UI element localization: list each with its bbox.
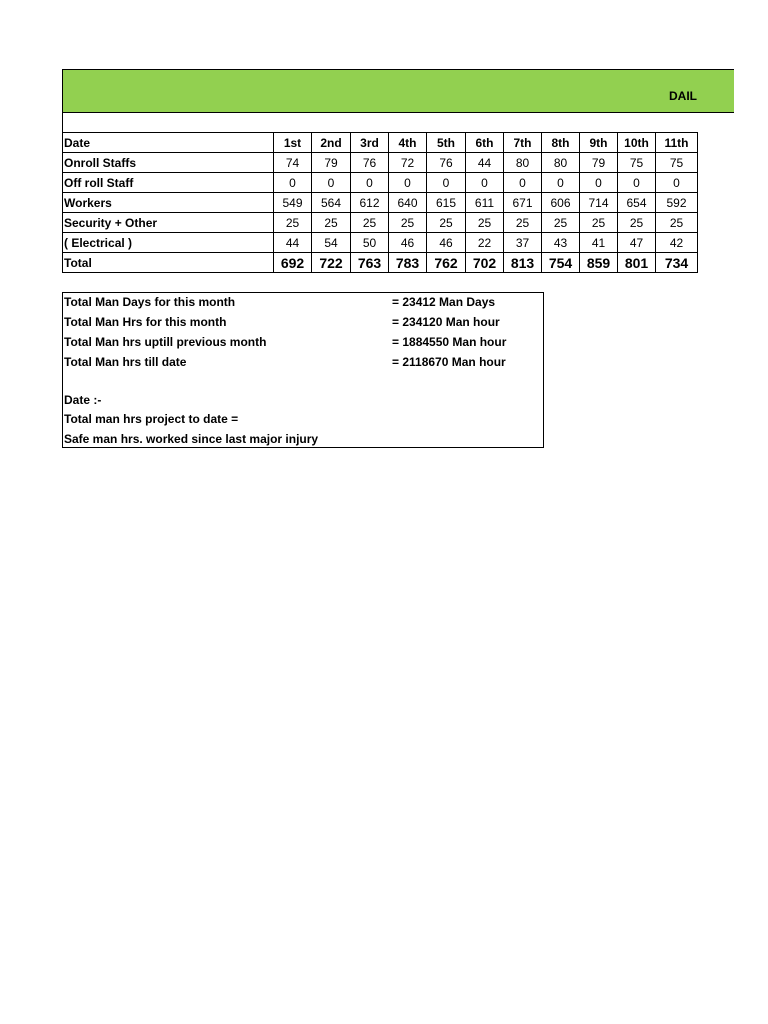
summary-label-man-hrs-month: Total Man Hrs for this month	[64, 315, 227, 329]
table-cell: 0	[389, 173, 427, 193]
header-day-cell: 7th	[504, 133, 542, 153]
table-cell: 25	[618, 213, 656, 233]
table-row	[63, 193, 698, 213]
total-cell: 762	[427, 253, 466, 273]
table-cell: 0	[542, 173, 580, 193]
header-day-cell: 1st	[274, 133, 312, 153]
total-cell: 702	[466, 253, 504, 273]
total-cell: 859	[580, 253, 618, 273]
total-cell: 783	[389, 253, 427, 273]
header-day-cell: 4th	[389, 133, 427, 153]
table-cell: 47	[618, 233, 656, 253]
table-cell: 22	[466, 233, 504, 253]
table-cell: 640	[389, 193, 427, 213]
table-cell: 79	[580, 153, 618, 173]
table-cell: 76	[427, 153, 466, 173]
total-cell: 801	[618, 253, 656, 273]
row-label: Security + Other	[63, 213, 274, 233]
table-cell: 0	[351, 173, 389, 193]
table-cell: 44	[274, 233, 312, 253]
summary-label-man-days: Total Man Days for this month	[64, 295, 236, 309]
report-title: DAIL	[669, 89, 697, 103]
table-cell: 592	[656, 193, 698, 213]
table-cell: 43	[542, 233, 580, 253]
summary-label-man-hrs-previous: Total Man hrs uptill previous month	[64, 335, 267, 349]
table-cell: 25	[504, 213, 542, 233]
table-cell: 0	[427, 173, 466, 193]
table-cell: 25	[312, 213, 351, 233]
total-cell: 734	[656, 253, 698, 273]
table-cell: 37	[504, 233, 542, 253]
table-header-row	[63, 133, 698, 153]
header-day-cell: 11th	[656, 133, 698, 153]
table-cell: 72	[389, 153, 427, 173]
header-day-cell: 3rd	[351, 133, 389, 153]
header-day-cell: 10th	[618, 133, 656, 153]
total-cell: 813	[504, 253, 542, 273]
table-cell: 564	[312, 193, 351, 213]
table-cell: 671	[504, 193, 542, 213]
table-cell: 25	[427, 213, 466, 233]
table-cell: 76	[351, 153, 389, 173]
table-cell: 80	[504, 153, 542, 173]
total-cell: 722	[312, 253, 351, 273]
header-day-cell: 6th	[466, 133, 504, 153]
table-cell: 0	[580, 173, 618, 193]
table-cell: 25	[656, 213, 698, 233]
table-cell: 615	[427, 193, 466, 213]
table-cell: 80	[542, 153, 580, 173]
table-cell: 25	[389, 213, 427, 233]
table-cell: 74	[274, 153, 312, 173]
table-cell: 25	[274, 213, 312, 233]
table-cell: 549	[274, 193, 312, 213]
table-total-row	[63, 253, 698, 273]
table-cell: 25	[351, 213, 389, 233]
table-row	[63, 153, 698, 173]
table-cell: 611	[466, 193, 504, 213]
table-cell: 54	[312, 233, 351, 253]
summary-value-man-days: = 23412 Man Days	[392, 295, 496, 309]
table-cell: 75	[656, 153, 698, 173]
manhours-summary-box	[62, 292, 544, 448]
table-cell: 0	[504, 173, 542, 193]
row-label: Workers	[63, 193, 274, 213]
table-cell: 0	[618, 173, 656, 193]
table-cell: 612	[351, 193, 389, 213]
row-label: Off roll Staff	[63, 173, 274, 193]
table-cell: 0	[466, 173, 504, 193]
header-day-cell: 8th	[542, 133, 580, 153]
table-cell: 0	[312, 173, 351, 193]
table-row	[63, 173, 698, 193]
header-day-cell: 2nd	[312, 133, 351, 153]
table-cell: 50	[351, 233, 389, 253]
table-cell: 25	[542, 213, 580, 233]
summary-date-label: Date :-	[64, 393, 102, 407]
table-cell: 46	[427, 233, 466, 253]
table-cell: 46	[389, 233, 427, 253]
summary-value-man-hrs-month: = 234120 Man hour	[392, 315, 500, 329]
summary-value-man-hrs-till-date: = 2118670 Man hour	[392, 355, 506, 369]
header-day-cell: 9th	[580, 133, 618, 153]
table-cell: 75	[618, 153, 656, 173]
table-cell: 0	[274, 173, 312, 193]
daily-manpower-table	[62, 132, 698, 273]
table-row	[63, 233, 698, 253]
table-cell: 714	[580, 193, 618, 213]
summary-project-label: Total man hrs project to date =	[64, 412, 239, 426]
table-cell: 25	[466, 213, 504, 233]
summary-value-man-hrs-previous: = 1884550 Man hour	[392, 335, 507, 349]
row-label: Onroll Staffs	[63, 153, 274, 173]
total-cell: 763	[351, 253, 389, 273]
report-banner	[62, 69, 734, 113]
table-cell: 606	[542, 193, 580, 213]
table-cell: 41	[580, 233, 618, 253]
header-day-cell: 5th	[427, 133, 466, 153]
table-cell: 654	[618, 193, 656, 213]
total-label: Total	[63, 253, 274, 273]
table-row	[63, 213, 698, 233]
summary-label-man-hrs-till-date: Total Man hrs till date	[64, 355, 187, 369]
table-cell: 79	[312, 153, 351, 173]
table-cell: 42	[656, 233, 698, 253]
total-cell: 692	[274, 253, 312, 273]
row-label: ( Electrical )	[63, 233, 274, 253]
header-date-label: Date	[63, 133, 274, 153]
table-cell: 44	[466, 153, 504, 173]
summary-safe-hours-label: Safe man hrs. worked since last major injury	[64, 432, 319, 446]
table-cell: 0	[656, 173, 698, 193]
banner-spacer	[62, 113, 697, 132]
table-cell: 25	[580, 213, 618, 233]
total-cell: 754	[542, 253, 580, 273]
